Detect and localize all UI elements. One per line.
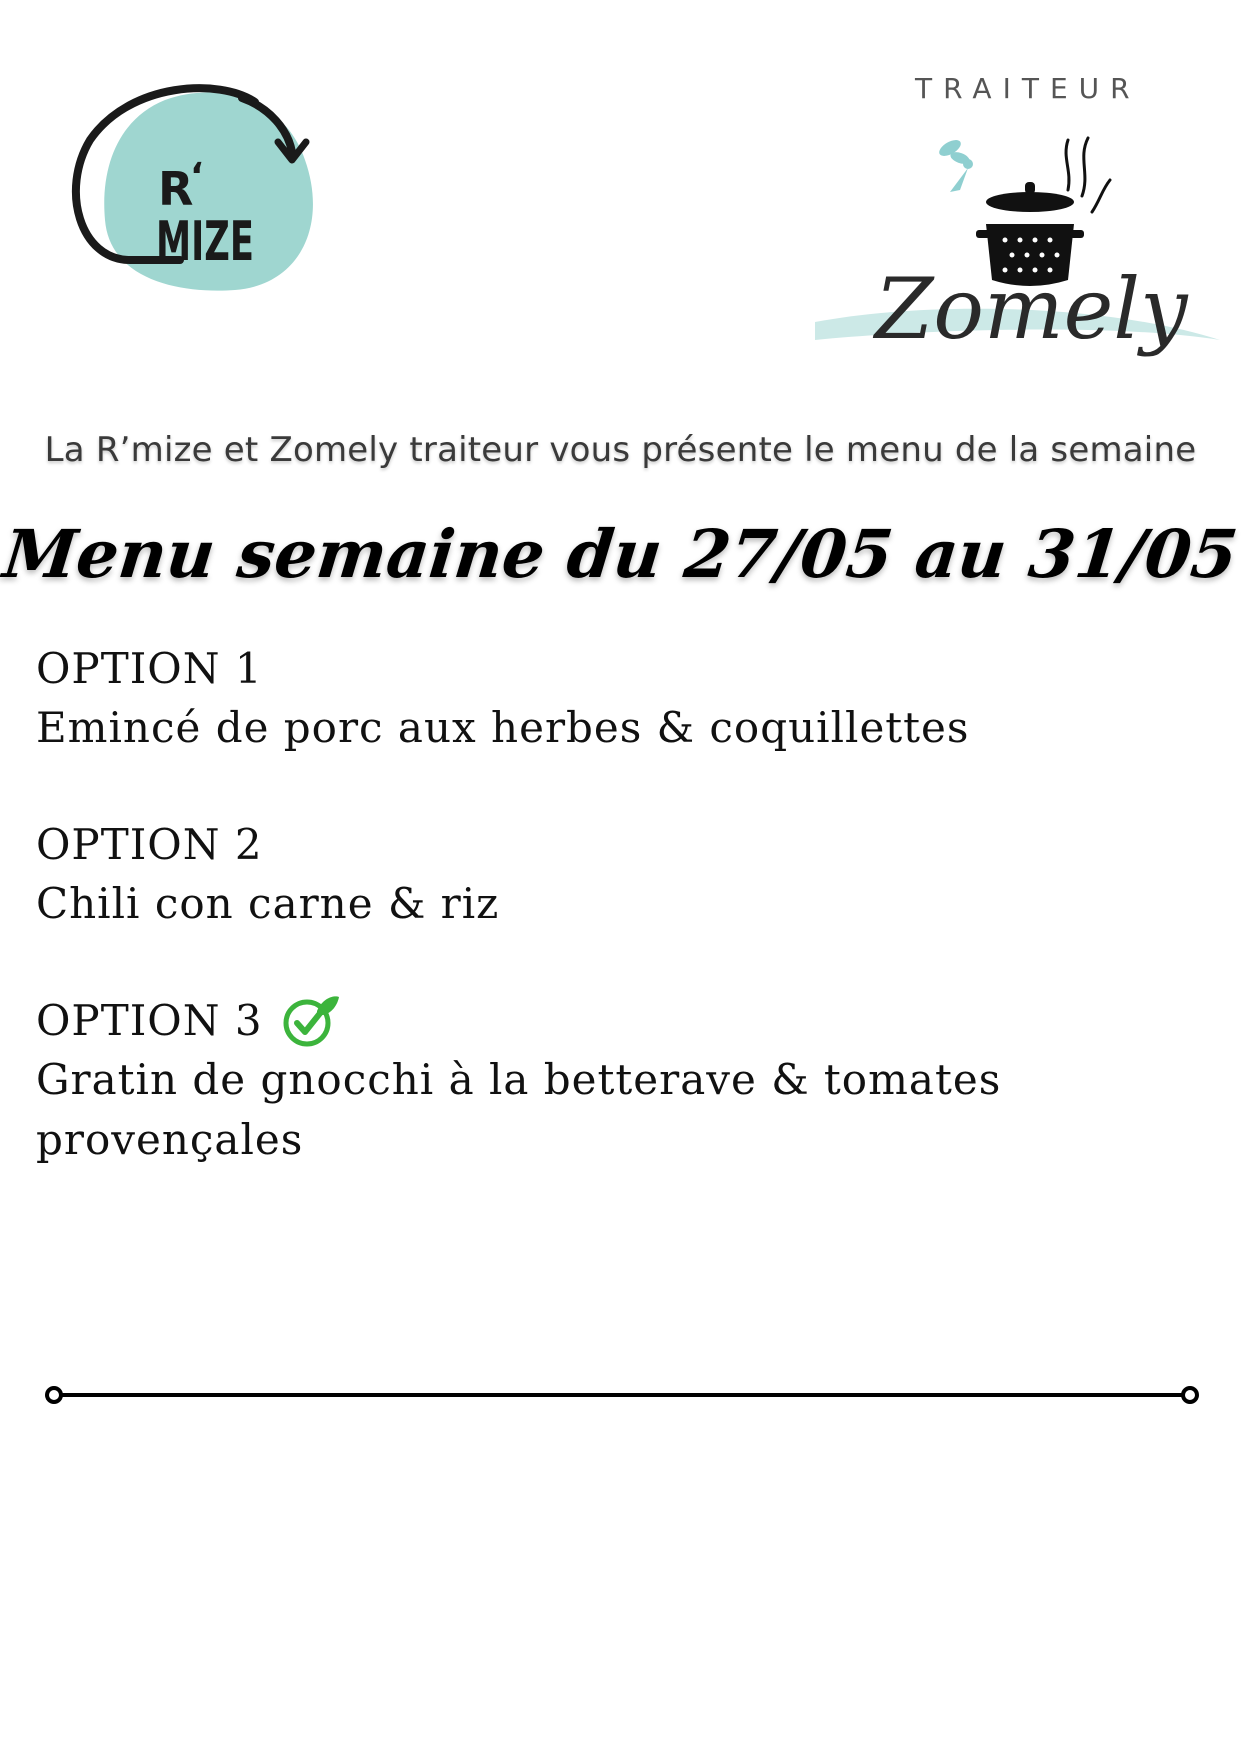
svg-text:TRAITEUR: TRAITEUR [915,72,1141,105]
menu-title: Menu semaine du 27/05 au 31/05 [0,515,1241,593]
svg-text:Zomely: Zomely [875,260,1188,358]
option-heading-label: OPTION 1 [36,644,263,693]
option-heading-label: OPTION 3 [36,996,263,1045]
option-1 [36,640,1186,758]
rmize-logo [70,80,360,330]
option-dish: Chili con carne & riz [36,879,500,928]
zomely-traiteur-logo [800,40,1230,370]
svg-text:MIZE: MIZE [156,210,254,273]
menu-options [36,640,1186,1228]
intro-text: La R’mize et Zomely traiteur vous présente le menu de la semaine [44,430,1197,470]
divider-line [42,1380,1202,1410]
option-2 [36,816,1186,934]
option-3 [36,992,1186,1170]
option-heading [36,992,1186,1050]
option-heading [36,640,1186,698]
svg-text:R: R [158,162,194,216]
vegetarian-check-icon [281,993,341,1049]
option-heading-label: OPTION 2 [36,820,263,869]
option-dish: Emincé de porc aux herbes & coquillettes [36,703,970,752]
option-dish: Gratin de gnocchi à la betterave & tomates provençales [36,1055,1002,1164]
option-heading [36,816,1186,874]
svg-text:‘: ‘ [190,156,204,197]
